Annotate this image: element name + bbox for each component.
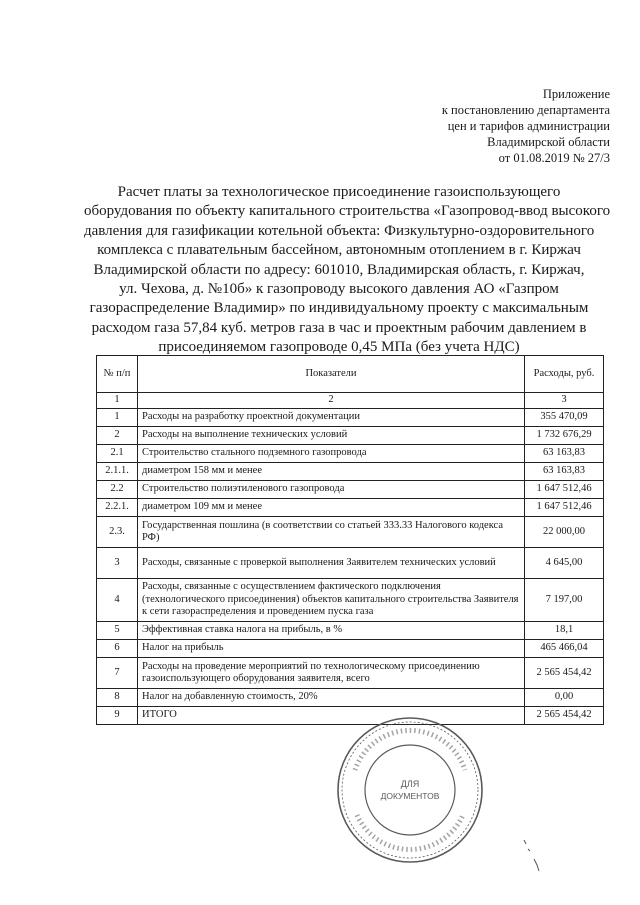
table-row bbox=[97, 427, 604, 445]
row-num: 2 bbox=[97, 427, 138, 445]
row-text: ИТОГО bbox=[138, 707, 525, 725]
row-num: 2.2 bbox=[97, 481, 138, 499]
table-row bbox=[97, 517, 604, 548]
row-text: Расходы на разработку проектной документации bbox=[138, 409, 525, 427]
title-line: газораспределение Владимир» по индивидуальному проекту с максимальным bbox=[89, 300, 589, 317]
row-value: 1 647 512,46 bbox=[525, 499, 604, 517]
title-line: Владимирской области по адресу: 601010, Владимирская область, г. Киржач, bbox=[93, 261, 585, 278]
row-value: 18,1 bbox=[525, 622, 604, 640]
column-number-row bbox=[97, 393, 604, 409]
appendix-line: цен и тарифов администрации bbox=[447, 119, 610, 133]
row-value: 1 732 676,29 bbox=[525, 427, 604, 445]
row-value: 4 645,00 bbox=[525, 548, 604, 579]
table-row bbox=[97, 640, 604, 658]
stamp-text-arc-bottom bbox=[357, 815, 463, 849]
table-header-row bbox=[97, 356, 604, 393]
appendix-line: к постановлению департамента bbox=[441, 103, 610, 117]
row-value: 465 466,04 bbox=[525, 640, 604, 658]
stamp-text-arc-top bbox=[355, 730, 465, 770]
title-line: ул. Чехова, д. №10б» к газопроводу высокого давления АО «Газпром bbox=[119, 281, 559, 298]
row-text: Расходы на проведение мероприятий по технологическому присоединению газоиспользующего оборудования заявителя, всего bbox=[138, 658, 525, 689]
title-line: давления для газификации котельной объекта: Физкультурно-оздоровительного bbox=[84, 222, 595, 239]
row-value: 7 197,00 bbox=[525, 579, 604, 622]
stamp-center-text-1: ДЛЯ bbox=[400, 779, 420, 789]
row-text: Государственная пошлина (в соответствии со статьей 333.33 Налогового кодекса РФ) bbox=[138, 517, 525, 548]
row-text: Налог на добавленную стоимость, 20% bbox=[138, 689, 525, 707]
stamp-outer-ring bbox=[338, 718, 482, 862]
table-row bbox=[97, 499, 604, 517]
row-text: диаметром 109 мм и менее bbox=[138, 499, 525, 517]
row-text: Расходы, связанные с осуществлением фактического подключения (технологического присоединения) объектов капитального строительства Заявителя к сети газораспределения и проведением пуска газа bbox=[138, 579, 525, 622]
stamp-dotted-ring bbox=[342, 722, 478, 858]
column-number: 2 bbox=[138, 393, 525, 409]
cost-table bbox=[96, 355, 604, 725]
document-title bbox=[84, 183, 611, 358]
appendix-line: от 01.08.2019 № 27/3 bbox=[498, 151, 610, 165]
header-indicator: Показатели bbox=[138, 356, 525, 393]
appendix-block bbox=[370, 86, 610, 166]
row-num: 7 bbox=[97, 658, 138, 689]
table-row bbox=[97, 689, 604, 707]
row-num: 6 bbox=[97, 640, 138, 658]
official-stamp bbox=[335, 715, 485, 865]
column-number: 3 bbox=[525, 393, 604, 409]
row-text: Строительство стального подземного газопровода bbox=[138, 445, 525, 463]
column-number: 1 bbox=[97, 393, 138, 409]
table-row bbox=[97, 445, 604, 463]
row-value: 22 000,00 bbox=[525, 517, 604, 548]
header-value: Расходы, руб. bbox=[525, 356, 604, 393]
header-num: № п/п bbox=[97, 356, 138, 393]
pen-mark bbox=[520, 835, 550, 875]
row-text: Расходы, связанные с проверкой выполнения Заявителем технических условий bbox=[138, 548, 525, 579]
title-line: комплекса с плавательным бассейном, автономным отоплением в г. Киржач bbox=[97, 242, 581, 259]
row-num: 8 bbox=[97, 689, 138, 707]
row-value: 2 565 454,42 bbox=[525, 707, 604, 725]
row-num: 3 bbox=[97, 548, 138, 579]
row-text: Расходы на выполнение технических условий bbox=[138, 427, 525, 445]
stamp-center-text-2: ДОКУМЕНТОВ bbox=[380, 791, 440, 801]
row-num: 2.1.1. bbox=[97, 463, 138, 481]
appendix-line: Владимирской области bbox=[487, 135, 610, 149]
row-text: Налог на прибыль bbox=[138, 640, 525, 658]
row-value: 1 647 512,46 bbox=[525, 481, 604, 499]
stamp-inner-ring bbox=[365, 745, 455, 835]
row-text: Строительство полиэтиленового газопровода bbox=[138, 481, 525, 499]
row-num: 1 bbox=[97, 409, 138, 427]
row-value: 2 565 454,42 bbox=[525, 658, 604, 689]
row-value: 0,00 bbox=[525, 689, 604, 707]
row-text: Эффективная ставка налога на прибыль, в % bbox=[138, 622, 525, 640]
row-num: 2.3. bbox=[97, 517, 138, 548]
title-line: Расчет платы за технологическое присоединение газоиспользующего bbox=[117, 184, 561, 200]
row-text: диаметром 158 мм и менее bbox=[138, 463, 525, 481]
table-row bbox=[97, 548, 604, 579]
table-row bbox=[97, 622, 604, 640]
row-value: 63 163,83 bbox=[525, 445, 604, 463]
table-row bbox=[97, 409, 604, 427]
table-row bbox=[97, 463, 604, 481]
row-num: 4 bbox=[97, 579, 138, 622]
row-value: 63 163,83 bbox=[525, 463, 604, 481]
table-row bbox=[97, 658, 604, 689]
row-value: 355 470,09 bbox=[525, 409, 604, 427]
title-line: присоединяемом газопроводе 0,45 МПа (без учета НДС) bbox=[158, 339, 520, 356]
title-line: оборудования по объекту капитального строительства «Газопровод-ввод высокого bbox=[84, 203, 611, 220]
row-num: 9 bbox=[97, 707, 138, 725]
row-num: 2.1 bbox=[97, 445, 138, 463]
row-num: 5 bbox=[97, 622, 138, 640]
table-row bbox=[97, 579, 604, 622]
title-line: расходом газа 57,84 куб. метров газа в час и проектным рабочим давлением в bbox=[91, 319, 587, 336]
table-row bbox=[97, 481, 604, 499]
row-num: 2.2.1. bbox=[97, 499, 138, 517]
appendix-line: Приложение bbox=[542, 87, 610, 101]
